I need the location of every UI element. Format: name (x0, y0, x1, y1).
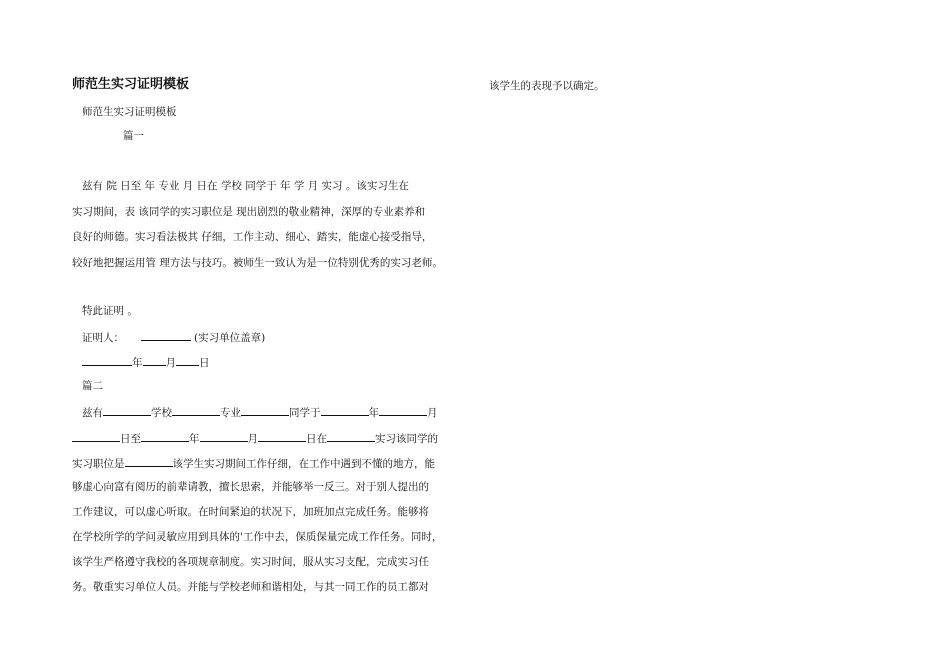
text-fragment: 同学于 (289, 407, 321, 419)
blank (125, 455, 173, 467)
section1-paragraph-line: 兹有 院 日至 年 专业 月 日在 学校 同学于 年 学 月 实习 。该实习生在 (82, 180, 409, 192)
text-fragment: 实习该同学的 (375, 433, 438, 445)
text-fragment: 年 (189, 433, 200, 445)
text-fragment: 该学生实习期间工作仔细，在工作中遇到不懂的地方，能 (172, 458, 435, 470)
text-fragment: 日至 (120, 433, 141, 445)
text-fragment: 学校 (151, 407, 172, 419)
certifier-label: 证明人： (82, 332, 124, 344)
blank (200, 430, 248, 442)
section2-heading: 篇二 (82, 380, 103, 392)
section1-paragraph-line: 良好的师德。实习看法极其 仔细，工作主动、细心、踏实，能虚心接受指导， (72, 231, 433, 243)
closing-statement: 特此证明 。 (82, 305, 138, 317)
date-line (82, 354, 210, 370)
section1-heading: 篇一 (123, 130, 144, 142)
blank (327, 430, 375, 442)
text-fragment: 月 (427, 407, 438, 419)
text-fragment: 月 (247, 433, 258, 445)
month-blank (143, 354, 166, 366)
date-day-label: 日 (199, 357, 210, 369)
section2-paragraph-line: 工作建议，可以虚心听取。在时间紧迫的状况下，加班加点完成任务。能够将 (72, 506, 429, 518)
blank (172, 404, 220, 416)
continuation-line: 该学生的表现予以确定。 (489, 80, 605, 92)
blank (258, 430, 306, 442)
section2-line2 (72, 430, 438, 446)
blank (241, 404, 289, 416)
blank (72, 430, 120, 442)
blank (379, 404, 427, 416)
text-fragment: 专业 (220, 407, 241, 419)
section2-line1 (82, 404, 438, 420)
stamp-note: (实习单位盖章) (194, 332, 266, 344)
section2-paragraph-line: 务。敬重实习单位人员。并能与学校老师和谐相处，与其一同工作的员工都对 (72, 581, 429, 593)
certifier-line (82, 329, 265, 345)
day-blank (176, 354, 199, 366)
signature-blank (141, 329, 191, 341)
section1-paragraph-line: 实习期间，表 该同学的实习职位是 现出剧烈的敬业精神，深厚的专业素养和 (72, 206, 426, 218)
text-fragment: 日在 (306, 433, 327, 445)
section1-paragraph-line: 较好地把握运用管 理方法与技巧。被师生一致认为是一位特别优秀的实习老师。 (72, 257, 443, 269)
section2-paragraph-line: 够虚心向富有阅历的前辈请教，擅长思索，并能够举一反三。对于别人提出的 (72, 481, 429, 493)
section2-paragraph-line: 在学校所学的学问灵敏应用到具体的'工作中去，保质保量完成工作任务。同时， (72, 531, 443, 543)
date-year-label: 年 (132, 357, 143, 369)
blank (141, 430, 189, 442)
text-fragment: 实习职位是 (72, 458, 125, 470)
document-subtitle: 师范生实习证明模板 (82, 106, 177, 118)
text-fragment: 兹有 (82, 407, 103, 419)
section2-paragraph-line: 该学生严格遵守我校的各项规章制度。实习时间，服从实习支配，完成实习任 (72, 556, 429, 568)
section2-line3 (72, 455, 435, 471)
year-blank (82, 354, 132, 366)
date-month-label: 月 (165, 357, 176, 369)
text-fragment: 年 (368, 407, 379, 419)
document-title: 师范生实习证明模板 (72, 77, 190, 92)
blank (321, 404, 369, 416)
blank (103, 404, 151, 416)
